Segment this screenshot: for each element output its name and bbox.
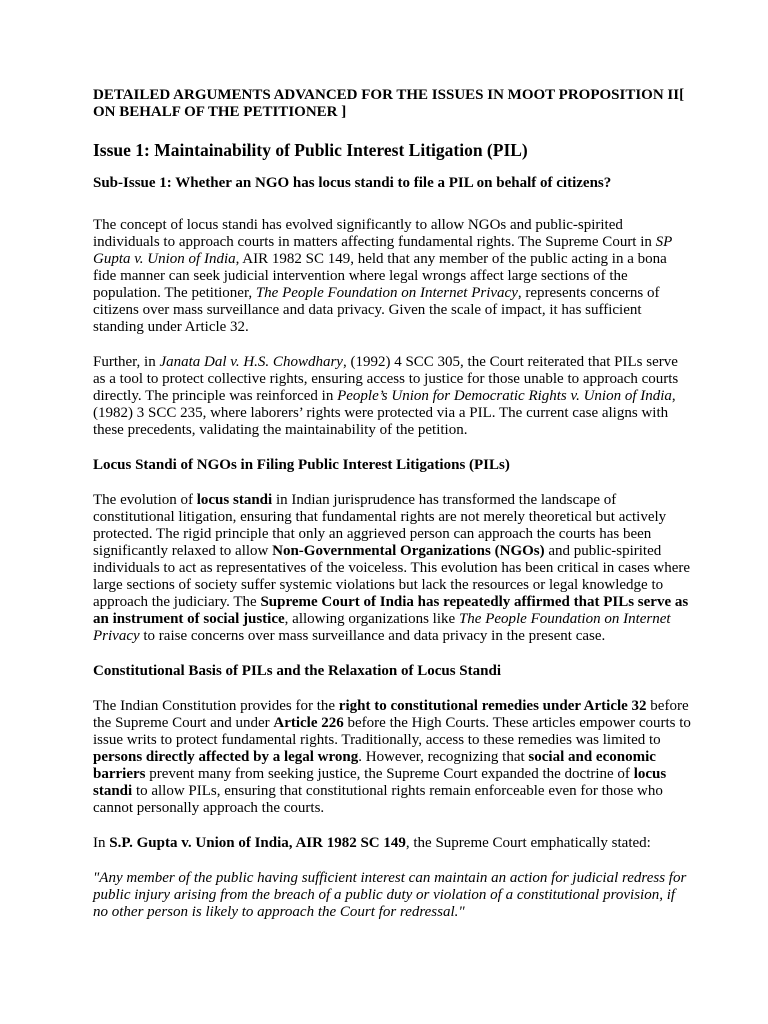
bold-term: right to constitutional remedies under Article 32 (338, 698, 647, 714)
text-run: , represents concerns of citizens over mass surveillance and data privacy. Given the scale of impact, it has sufficient standing under Article 32. (93, 285, 660, 335)
text-run: In (93, 835, 110, 851)
issue-title: Issue 1: Maintainability of Public Interest Litigation (PIL) (93, 140, 528, 160)
text-run: to allow PILs, ensuring that constitutional rights remain enforceable even for those who cannot personally approach the courts. (93, 783, 663, 816)
paragraph-constitutional-basis (93, 698, 693, 817)
petitioner-name: The People Foundation on Internet Privacy (255, 285, 518, 301)
bold-term: Supreme Court of India has repeatedly affirmed that PILs serve as an instrument of social justice (93, 594, 689, 627)
paragraph-locus-standi-evolution (93, 217, 693, 336)
text-run: The evolution of (93, 492, 197, 508)
paragraph-precedents (93, 354, 693, 439)
bold-term: persons directly affected by a legal wrong (93, 749, 359, 765)
section-title-constitutional-basis: Constitutional Basis of PILs and the Relaxation of Locus Standi (93, 663, 501, 679)
document-heading: DETAILED ARGUMENTS ADVANCED FOR THE ISSUES IN MOOT PROPOSITION II[ ON BEHALF OF THE PETITIONER ] (93, 87, 685, 120)
text-run: The concept of locus standi has evolved significantly to allow NGOs and public-spirited individuals to approach courts in matters affecting fundamental rights. The Supreme Court in (93, 217, 656, 250)
text-run: , allowing organizations like (284, 611, 459, 627)
case-citation: S.P. Gupta v. Union of India, AIR 1982 SC 149 (109, 835, 406, 851)
paragraph-sp-gupta-intro (93, 835, 693, 852)
paragraph-evolution-of-locus-standi (93, 492, 693, 645)
bold-term: locus standi (196, 492, 273, 508)
section-title-locus-standi-ngos: Locus Standi of NGOs in Filing Public Interest Litigations (PILs) (93, 457, 510, 473)
case-name: SP Gupta v. Union of India (93, 234, 673, 267)
bold-term: social and economic barriers (93, 749, 656, 782)
text-run: , the Supreme Court emphatically stated: (405, 835, 651, 851)
text-run: Further, in (93, 354, 160, 370)
text-run: , (1982) 3 SCC 235, where laborers’ rights were protected via a PIL. The current case aligns with these precedents, validating the maintainability of the petition. (93, 388, 676, 438)
bold-term: Non-Governmental Organizations (NGOs) (272, 543, 545, 559)
text-run: to raise concerns over mass surveillance and data privacy in the present case. (139, 628, 606, 644)
text-run: and public-spirited individuals to act as representatives of the voiceless. This evolution has been critical in cases where large sections of society suffer systemic violations but lack the resources or legal knowledge to approach the judiciary. The (93, 543, 691, 610)
text-run: before the Supreme Court and under (93, 698, 689, 731)
text-run: in Indian jurisprudence has transformed the landscape of constitutional litigation, ensuring that fundamental rights are not merely theoretical but actively protected. The rigid principle that only an aggrieved person can approach the courts has been significantly relaxed to allow (93, 492, 667, 559)
bold-term: locus standi (93, 766, 667, 799)
case-name: Janata Dal v. H.S. Chowdhary (159, 354, 343, 370)
text-run: . However, recognizing that (358, 749, 529, 765)
sub-issue-title: Sub-Issue 1: Whether an NGO has locus standi to file a PIL on behalf of citizens? (93, 175, 612, 191)
text-run: , (1992) 4 SCC 305, the Court reiterated that PILs serve as a tool to protect collective rights, ensuring access to justice for those unable to approach courts directly. The principle was reinforced in (93, 354, 679, 404)
text-run: The Indian Constitution provides for the (93, 698, 339, 714)
bold-term: Article 226 (273, 715, 344, 731)
case-name: People’s Union for Democratic Rights v. Union of India (337, 388, 672, 404)
text-run: prevent many from seeking justice, the Supreme Court expanded the doctrine of (145, 766, 634, 782)
text-run: before the High Courts. These articles empower courts to issue writs to protect fundamental rights. Traditionally, access to these remedies was limited to (93, 715, 691, 748)
document-page (93, 87, 693, 921)
petitioner-name: The People Foundation on Internet Privacy (93, 611, 671, 644)
text-run: , AIR 1982 SC 149, held that any member of the public acting in a bona fide manner can seek judicial intervention where legal wrongs affect large sections of the population. The petitioner, (93, 251, 667, 301)
block-quote: "Any member of the public having sufficient interest can maintain an action for judicial redress for public injury arising from the breach of a public duty or violation of a constitutional provision, if no other person is likely to approach the Court for redressal." (93, 870, 687, 920)
